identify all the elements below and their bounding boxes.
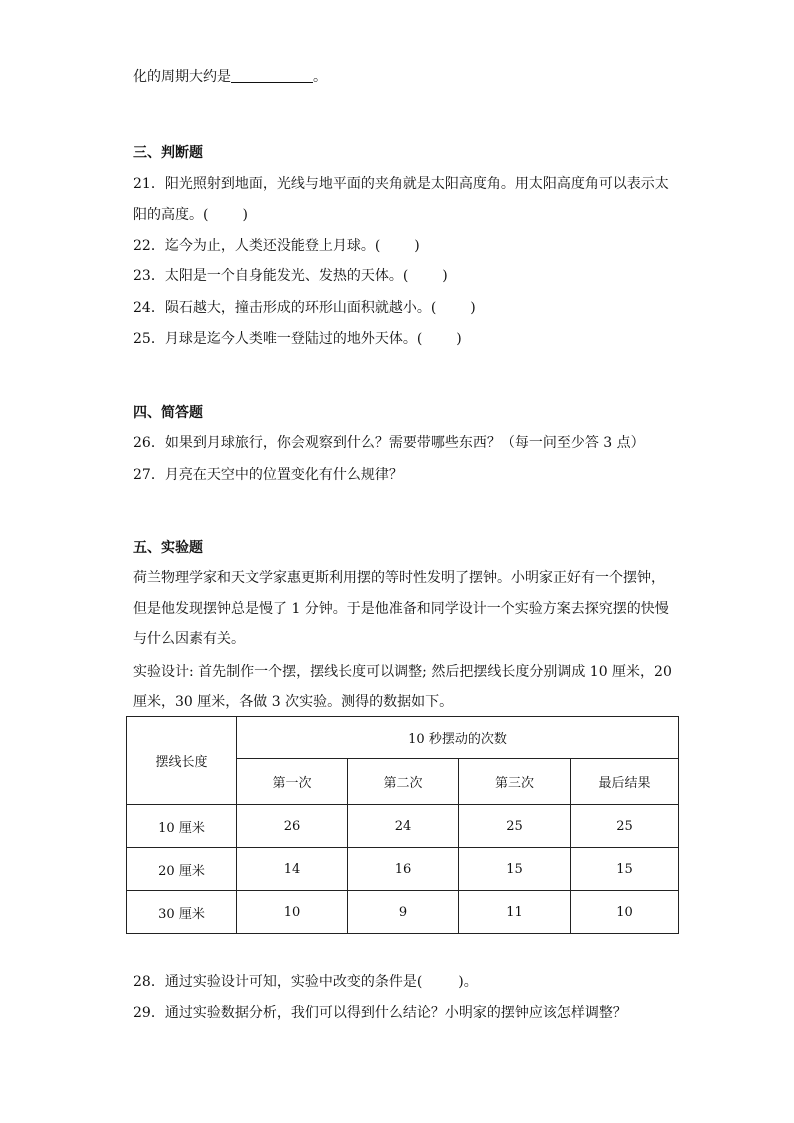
question-24-text: 24．陨石越大，撞击形成的环形山面积就越小。( (133, 300, 437, 316)
table-cell: 25 (459, 805, 571, 848)
table-cell: 11 (459, 891, 571, 934)
table-cell: 26 (237, 805, 348, 848)
paragraph-2-line-2: 厘米，30 厘米，各做 3 次实验。测得的数据如下。 (133, 694, 454, 710)
table-cell: 24 (348, 805, 459, 848)
question-25 (133, 328, 462, 348)
column-header: 第二次 (348, 759, 459, 805)
table-cell: 10 (571, 891, 679, 934)
intro-text: 化的周期大约是 (133, 69, 231, 85)
paragraph-1-line-1: 荷兰物理学家和天文学家惠更斯利用摆的等时性发明了摆钟。小明家正好有一个摆钟， (133, 570, 665, 586)
row-header-cell: 摆线长度 (127, 717, 237, 805)
intro-end: 。 (313, 69, 327, 85)
row-label: 10 厘米 (127, 805, 237, 848)
table-cell: 9 (348, 891, 459, 934)
question-26: 26．如果到月球旅行，你会观察到什么？需要带哪些东西？（每一问至少答 3 点） (133, 435, 645, 451)
table-cell: 14 (237, 848, 348, 891)
section-4-title: 四、简答题 (133, 405, 203, 421)
question-21-line-1: 21．阳光照射到地面，光线与地平面的夹角就是太阳高度角。用太阳高度角可以表示太 (133, 176, 669, 192)
table-cell: 25 (571, 805, 679, 848)
question-21-text: 阳的高度。( (133, 207, 209, 223)
question-24 (133, 297, 476, 317)
question-29: 29．通过实验数据分析，我们可以得到什么结论？小明家的摆钟应该怎样调整？ (133, 1005, 627, 1021)
question-25-text: 25．月球是迄今人类唯一登陆过的地外天体。( (133, 331, 423, 347)
table-cell: 15 (571, 848, 679, 891)
column-header: 第一次 (237, 759, 348, 805)
answer-blank[interactable] (231, 68, 313, 83)
question-28-text: 28．通过实验设计可知，实验中改变的条件是( (133, 974, 423, 990)
group-header-cell: 10 秒摆动的次数 (237, 717, 679, 759)
close-paren: ) (442, 268, 448, 284)
table-cell: 10 (237, 891, 348, 934)
question-22-text: 22．迄今为止，人类还没能登上月球。( (133, 238, 381, 254)
row-label: 30 厘米 (127, 891, 237, 934)
column-header: 最后结果 (571, 759, 679, 805)
close-paren: ) (456, 331, 462, 347)
paragraph-1-line-3: 与什么因素有关。 (133, 631, 245, 647)
table-row (127, 805, 679, 848)
close-paren: ) (414, 238, 420, 254)
close-paren: ) (470, 300, 476, 316)
question-21-line-2 (133, 204, 248, 224)
question-28-end: )。 (458, 974, 478, 990)
question-23 (133, 265, 448, 285)
question-23-text: 23．太阳是一个自身能发光、发热的天体。( (133, 268, 409, 284)
intro-line (133, 66, 327, 86)
paragraph-2-line-1: 实验设计: 首先制作一个摆，摆线长度可以调整; 然后把摆线长度分别调成 10 厘米，20 (133, 664, 672, 680)
table-cell: 16 (348, 848, 459, 891)
table-cell: 15 (459, 848, 571, 891)
section-5-title: 五、实验题 (133, 540, 203, 556)
question-28 (133, 971, 478, 991)
section-3-title: 三、判断题 (133, 145, 203, 161)
column-header: 第三次 (459, 759, 571, 805)
close-paren: ) (242, 207, 248, 223)
table-row (127, 891, 679, 934)
question-22 (133, 235, 420, 255)
row-label: 20 厘米 (127, 848, 237, 891)
question-27: 27．月亮在天空中的位置变化有什么规律？ (133, 467, 403, 483)
data-table (126, 716, 679, 934)
paragraph-1-line-2: 但是他发现摆钟总是慢了 1 分钟。于是他准备和同学设计一个实验方案去探究摆的快慢 (133, 601, 669, 617)
table-row (127, 848, 679, 891)
